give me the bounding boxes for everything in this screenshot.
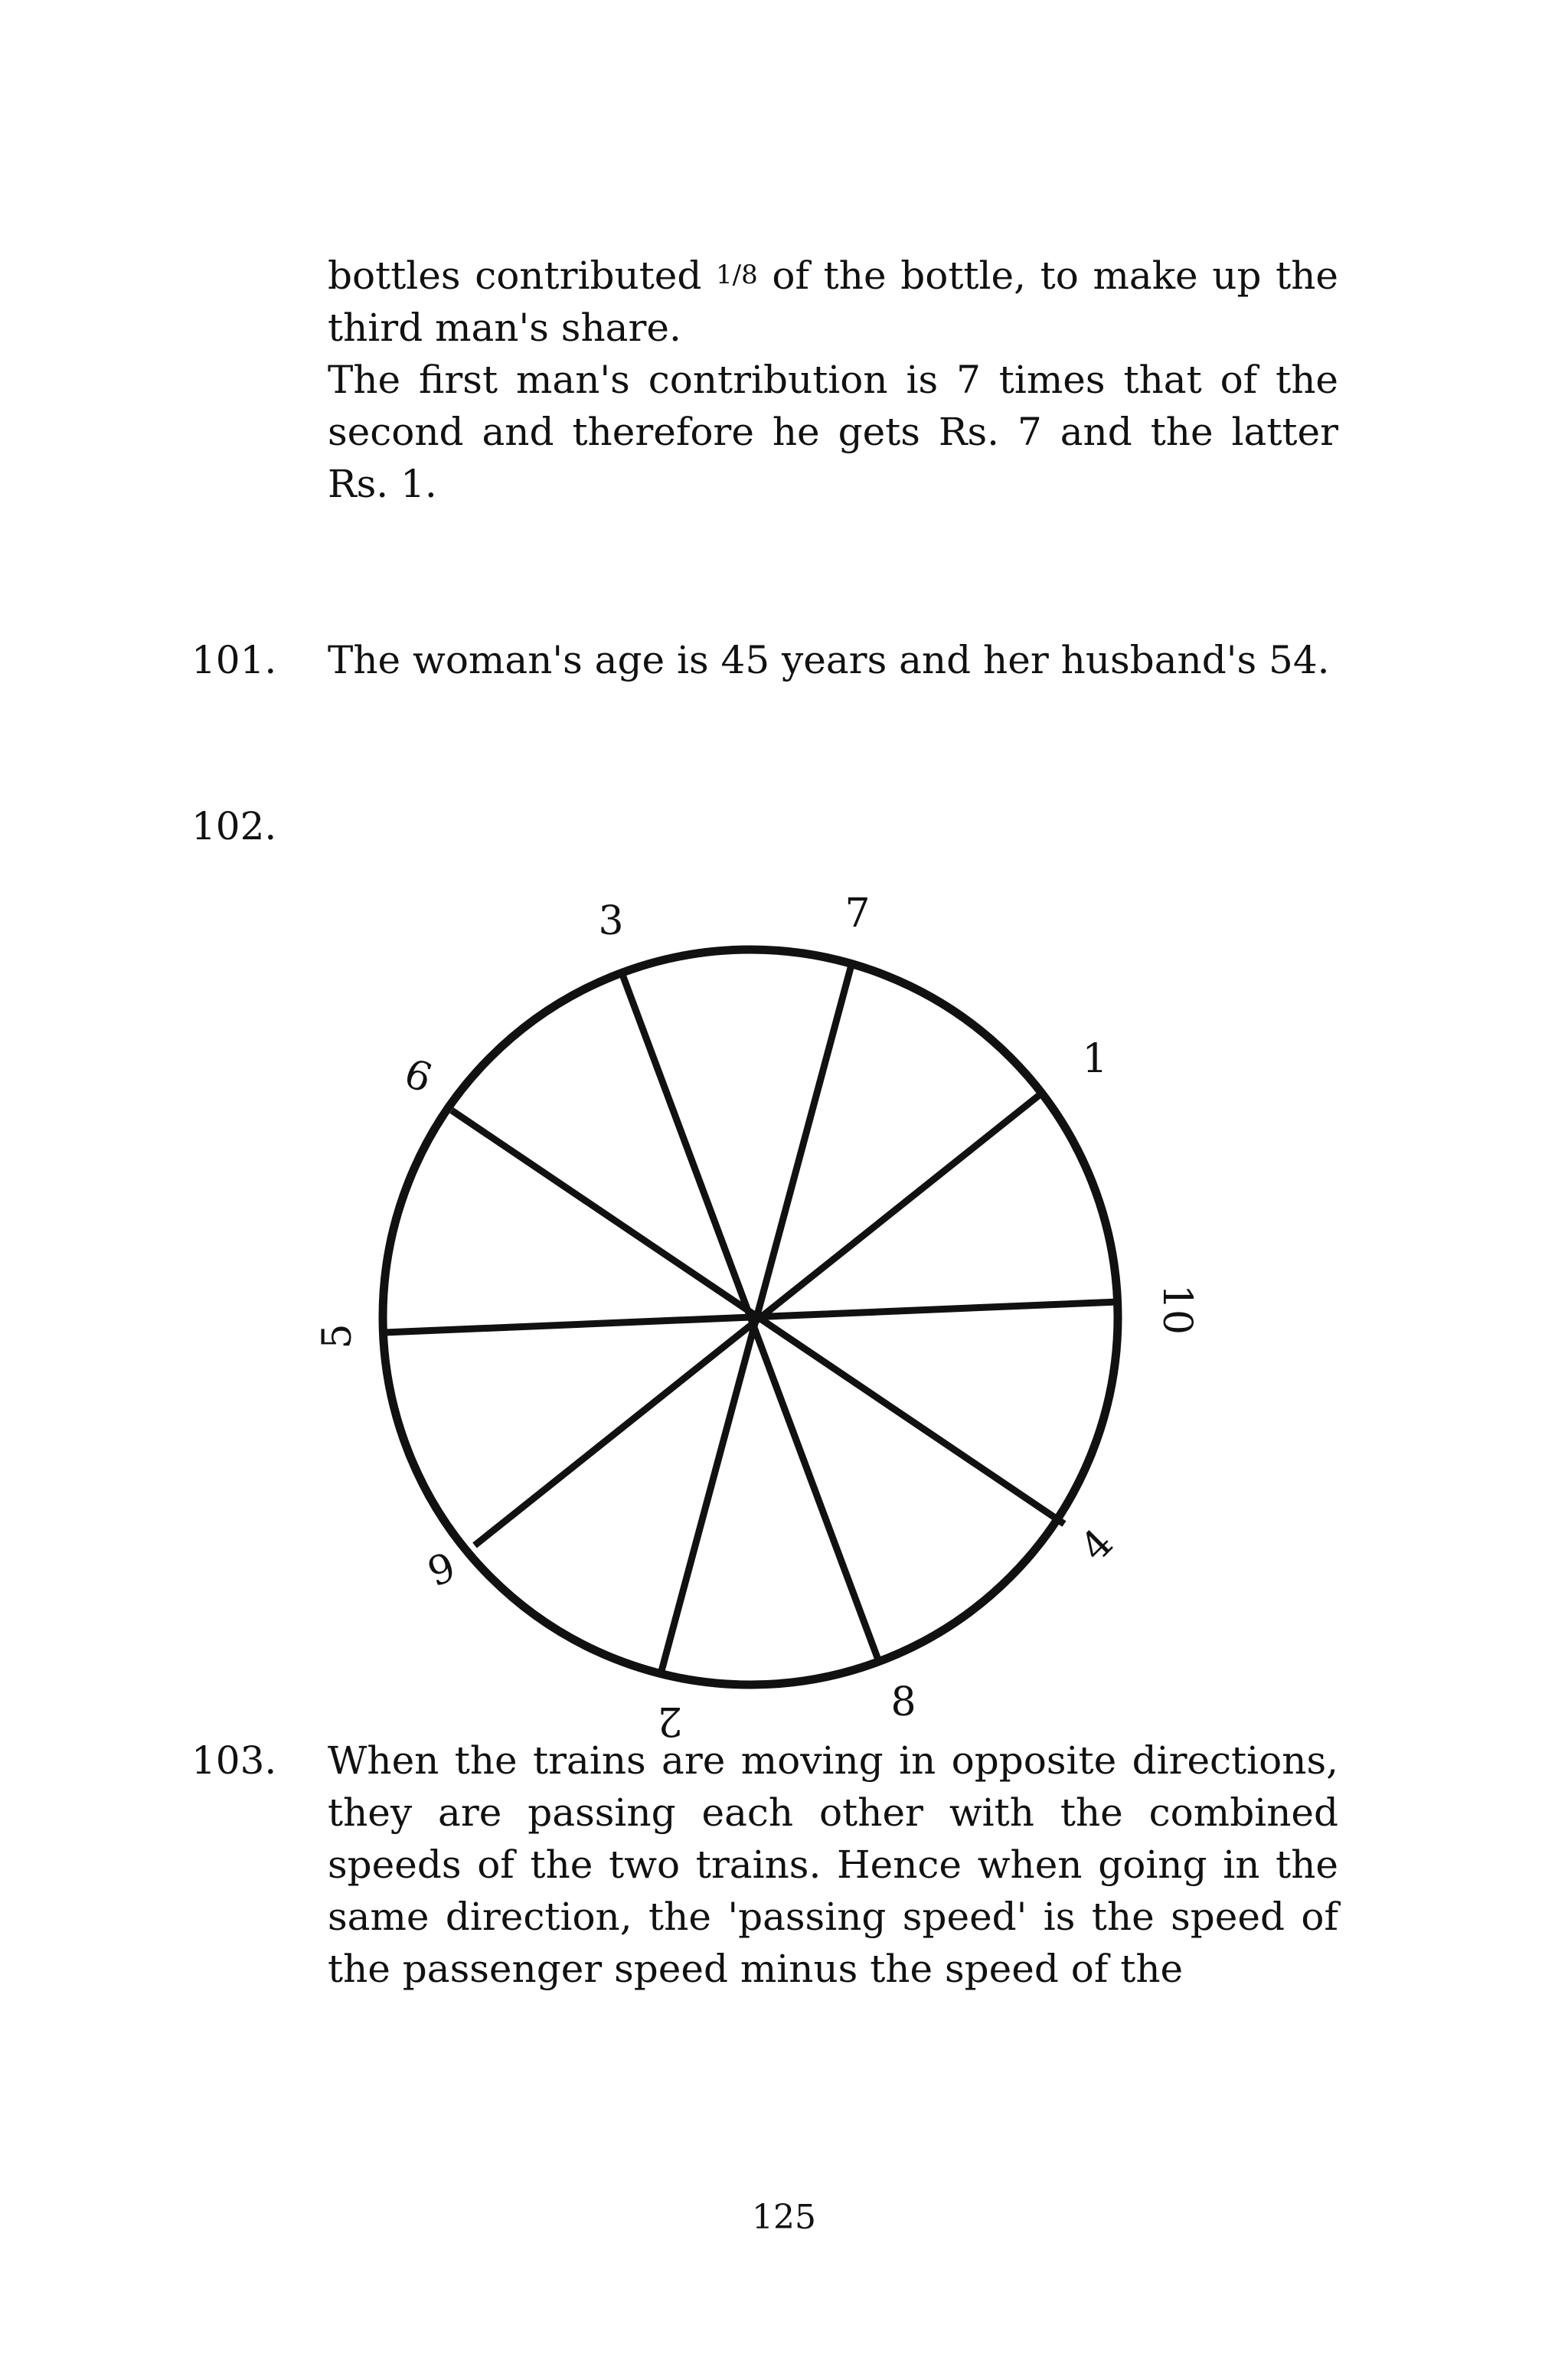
item-number-101: 101. (191, 638, 277, 682)
label-3: 3 (598, 898, 624, 944)
page-number: 125 (752, 2198, 816, 2237)
paragraph-line-2: The first man's contribution is 7 times that of the second and therefore he gets Rs. 7 and the latter Rs. 1. (328, 357, 1338, 506)
label-8: 8 (890, 1679, 916, 1725)
label-10: 10 (1154, 1283, 1200, 1336)
circle-diagram (306, 881, 1302, 1800)
spoke (452, 1110, 1064, 1524)
label-2: 2 (657, 1698, 683, 1744)
item-103-text: When the trains are moving in opposite directions, they are passing each other with the combined speeds of the two trains. Hence when going in the same direction, the 'passing speed' is the speed of the passenger speed minus the speed of the (328, 1738, 1338, 1991)
label-6: 6 (420, 1542, 461, 1594)
spokes (384, 965, 1118, 1671)
label-9: 9 (399, 1048, 439, 1100)
continued-paragraph (328, 249, 1338, 510)
label-1: 1 (1082, 1036, 1108, 1082)
item-number-103: 103. (191, 1738, 277, 1783)
text-span: bottles contributed (328, 253, 717, 298)
text-span: of the bottle, to make up the third man's share. (328, 253, 1339, 350)
label-5: 5 (315, 1323, 361, 1349)
paragraph-line-1 (328, 249, 1338, 354)
label-4: 4 (1072, 1520, 1122, 1571)
item-101-text: The woman's age is 45 years and her husband's 54. (328, 638, 1330, 682)
fraction: 1/8 (716, 260, 758, 290)
label-7: 7 (844, 891, 871, 937)
item-number-102: 102. (191, 804, 277, 848)
